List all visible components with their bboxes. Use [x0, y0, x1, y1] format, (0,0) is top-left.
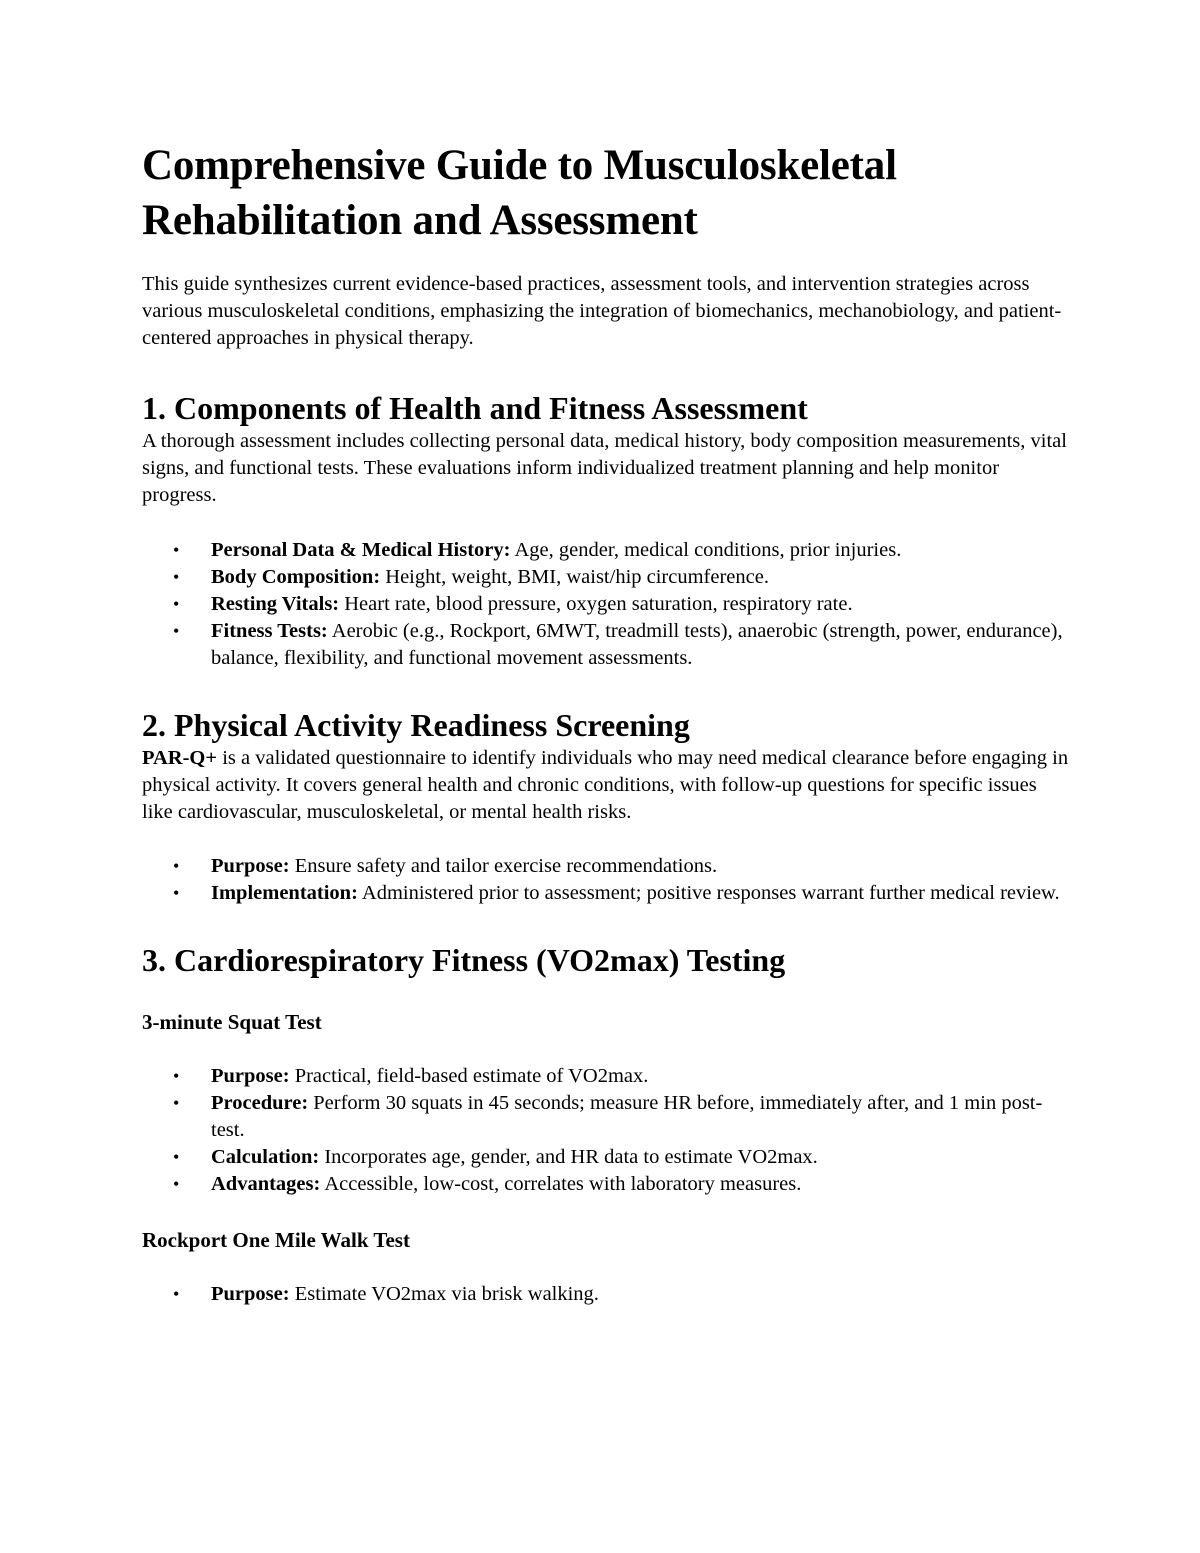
- list-item: [142, 591, 1072, 618]
- list-item: [142, 1281, 1072, 1308]
- list-item-label: Resting Vitals:: [211, 593, 340, 615]
- intro-paragraph: This guide synthesizes current evidence-based practices, assessment tools, and intervention strategies across various musculoskeletal conditions, emphasizing the integration of biomechanics, mechanobiology, and patient-centered approaches in physical therapy.: [142, 273, 1062, 349]
- section-2-paragraph: [142, 745, 1072, 826]
- list-item-text: Estimate VO2max via brisk walking.: [289, 1283, 599, 1305]
- bullet-icon: •: [173, 856, 180, 876]
- list-item: [142, 537, 1072, 564]
- list-item: [142, 1063, 1072, 1090]
- bullet-icon: •: [173, 1093, 180, 1113]
- document-title: Comprehensive Guide to Musculoskeletal Rehabilitation and Assessment: [142, 142, 897, 244]
- list-item-text: Practical, field-based estimate of VO2max.: [289, 1065, 649, 1087]
- bullet-icon: •: [173, 1284, 180, 1304]
- section-heading-1: 1. Components of Health and Fitness Assessment: [142, 390, 808, 426]
- rockport-test-list: [142, 1281, 1072, 1308]
- list-item-label: Calculation:: [211, 1146, 320, 1168]
- subsection-heading-rockport-test: Rockport One Mile Walk Test: [142, 1228, 410, 1252]
- bullet-icon: •: [173, 883, 180, 903]
- list-item: [142, 853, 1072, 880]
- parq-label: PAR-Q+: [142, 747, 218, 769]
- list-item-text: Height, weight, BMI, waist/hip circumference.: [380, 566, 769, 588]
- list-item-label: Purpose:: [211, 1283, 290, 1305]
- list-item-text: Accessible, low-cost, correlates with laboratory measures.: [320, 1173, 802, 1195]
- list-item-label: Purpose:: [211, 1065, 290, 1087]
- list-item: [142, 618, 1072, 672]
- section-heading-2: 2. Physical Activity Readiness Screening: [142, 707, 690, 743]
- bullet-icon: •: [173, 621, 180, 641]
- bullet-icon: •: [173, 567, 180, 587]
- list-item-text: Aerobic (e.g., Rockport, 6MWT, treadmill tests), anaerobic (strength, power, endurance), balance, flexibility, and functional movement assessments.: [211, 620, 1063, 669]
- list-item-label: Personal Data & Medical History:: [211, 539, 511, 561]
- list-item-text: Heart rate, blood pressure, oxygen saturation, respiratory rate.: [339, 593, 853, 615]
- bullet-icon: •: [173, 1147, 180, 1167]
- document-page: [142, 138, 1072, 1308]
- bullet-icon: •: [173, 540, 180, 560]
- subsection-heading-squat-test: 3-minute Squat Test: [142, 1010, 322, 1034]
- section-1-list: [142, 537, 1072, 672]
- bullet-icon: •: [173, 1174, 180, 1194]
- bullet-icon: •: [173, 1066, 180, 1086]
- list-item-text: Incorporates age, gender, and HR data to estimate VO2max.: [319, 1146, 818, 1168]
- list-item: [142, 1171, 1072, 1198]
- section-2-paragraph-text: is a validated questionnaire to identify individuals who may need medical clearance before engaging in physical activity. It covers general health and chronic conditions, with follow-up questions for specific issues like cardiovascular, musculoskeletal, or mental health risks.: [142, 747, 1069, 823]
- squat-test-list: [142, 1063, 1072, 1198]
- list-item-text: Age, gender, medical conditions, prior injuries.: [510, 539, 902, 561]
- section-heading-3: 3. Cardiorespiratory Fitness (VO2max) Testing: [142, 942, 786, 978]
- list-item-label: Implementation:: [211, 882, 358, 904]
- list-item-text: Ensure safety and tailor exercise recommendations.: [289, 855, 718, 877]
- section-1-paragraph: A thorough assessment includes collecting personal data, medical history, body composition measurements, vital signs, and functional tests. These evaluations inform individualized treatment planning and help monitor progress.: [142, 430, 1067, 506]
- list-item-label: Advantages:: [211, 1173, 321, 1195]
- list-item-label: Fitness Tests:: [211, 620, 328, 642]
- list-item-text: Perform 30 squats in 45 seconds; measure HR before, immediately after, and 1 min post-test.: [211, 1092, 1043, 1141]
- list-item: [142, 564, 1072, 591]
- section-2-list: [142, 853, 1072, 907]
- list-item-text: Administered prior to assessment; positive responses warrant further medical review.: [357, 882, 1060, 904]
- list-item-label: Purpose:: [211, 855, 290, 877]
- list-item: [142, 1144, 1072, 1171]
- list-item: [142, 880, 1072, 907]
- list-item: [142, 1090, 1072, 1144]
- list-item-label: Procedure:: [211, 1092, 309, 1114]
- list-item-label: Body Composition:: [211, 566, 381, 588]
- bullet-icon: •: [173, 594, 180, 614]
